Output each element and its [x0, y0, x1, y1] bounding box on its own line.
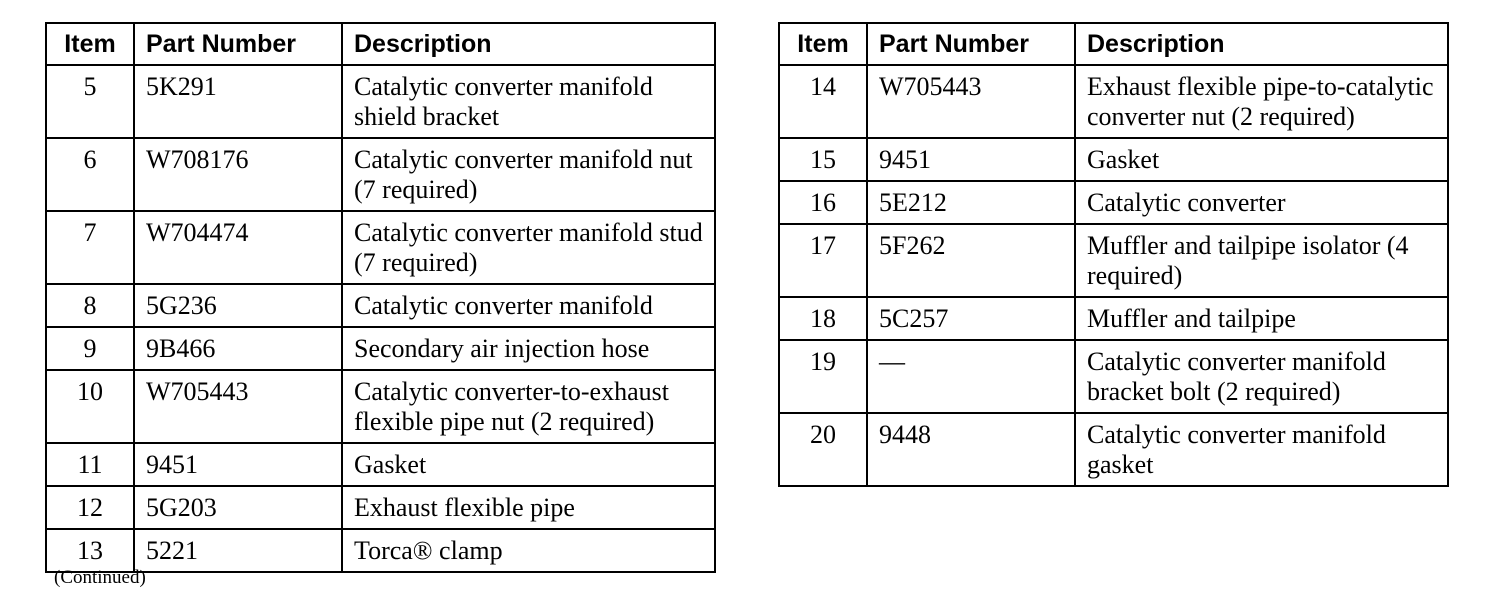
part-number: 9451 — [867, 138, 1075, 181]
item-number: 16 — [779, 181, 867, 224]
description: Secondary air injection hose — [342, 327, 715, 370]
table-row — [779, 340, 1448, 413]
table-row — [779, 413, 1448, 486]
item-number: 17 — [779, 224, 867, 297]
table-row — [46, 327, 715, 370]
description: Exhaust flexible pipe-to-catalytic converter nut (2 required) — [1075, 65, 1448, 138]
item-number: 10 — [46, 370, 134, 443]
table-row — [46, 370, 715, 443]
part-number-column-header: Part Number — [134, 23, 342, 65]
item-column-header: Item — [779, 23, 867, 65]
description: Catalytic converter — [1075, 181, 1448, 224]
part-number: 5K291 — [134, 65, 342, 138]
table-row — [46, 284, 715, 327]
item-number: 7 — [46, 211, 134, 284]
item-number: 12 — [46, 486, 134, 529]
table-row — [46, 529, 715, 572]
parts-table-right — [778, 22, 1449, 487]
part-number: 5G236 — [134, 284, 342, 327]
table-row — [46, 211, 715, 284]
item-number: 5 — [46, 65, 134, 138]
table-row — [779, 224, 1448, 297]
description: Gasket — [342, 443, 715, 486]
description: Catalytic converter-to-exhaust flexible pipe nut (2 required) — [342, 370, 715, 443]
table-row — [46, 138, 715, 211]
table-row — [46, 443, 715, 486]
part-number: 9451 — [134, 443, 342, 486]
description: Catalytic converter manifold nut (7 required) — [342, 138, 715, 211]
item-number: 9 — [46, 327, 134, 370]
table-row — [46, 486, 715, 529]
item-number: 20 — [779, 413, 867, 486]
part-number-column-header: Part Number — [867, 23, 1075, 65]
description: Muffler and tailpipe — [1075, 297, 1448, 340]
header-row — [46, 23, 715, 65]
part-number: 5E212 — [867, 181, 1075, 224]
part-number: 5G203 — [134, 486, 342, 529]
description: Catalytic converter manifold bracket bolt (2 required) — [1075, 340, 1448, 413]
part-number: W704474 — [134, 211, 342, 284]
description: Catalytic converter manifold gasket — [1075, 413, 1448, 486]
table-row — [779, 65, 1448, 138]
part-number: — — [867, 340, 1075, 413]
item-number: 6 — [46, 138, 134, 211]
description: Muffler and tailpipe isolator (4 required) — [1075, 224, 1448, 297]
table-row — [779, 138, 1448, 181]
description: Torca® clamp — [342, 529, 715, 572]
item-number: 14 — [779, 65, 867, 138]
table-row — [779, 181, 1448, 224]
item-number: 13 — [46, 529, 134, 572]
part-number: W705443 — [867, 65, 1075, 138]
description: Catalytic converter manifold shield bracket — [342, 65, 715, 138]
part-number: 9448 — [867, 413, 1075, 486]
description: Catalytic converter manifold stud (7 required) — [342, 211, 715, 284]
item-number: 15 — [779, 138, 867, 181]
item-number: 8 — [46, 284, 134, 327]
description: Gasket — [1075, 138, 1448, 181]
part-number: 5C257 — [867, 297, 1075, 340]
description: Catalytic converter manifold — [342, 284, 715, 327]
part-number: 5221 — [134, 529, 342, 572]
item-number: 18 — [779, 297, 867, 340]
part-number: W705443 — [134, 370, 342, 443]
parts-table-left — [45, 22, 716, 573]
description-column-header: Description — [342, 23, 715, 65]
description-column-header: Description — [1075, 23, 1448, 65]
item-column-header: Item — [46, 23, 134, 65]
table-row — [779, 297, 1448, 340]
continued-note: (Continued) — [54, 567, 146, 588]
part-number: W708176 — [134, 138, 342, 211]
item-number: 19 — [779, 340, 867, 413]
part-number: 9B466 — [134, 327, 342, 370]
part-number: 5F262 — [867, 224, 1075, 297]
description: Exhaust flexible pipe — [342, 486, 715, 529]
item-number: 11 — [46, 443, 134, 486]
header-row — [779, 23, 1448, 65]
table-row — [46, 65, 715, 138]
